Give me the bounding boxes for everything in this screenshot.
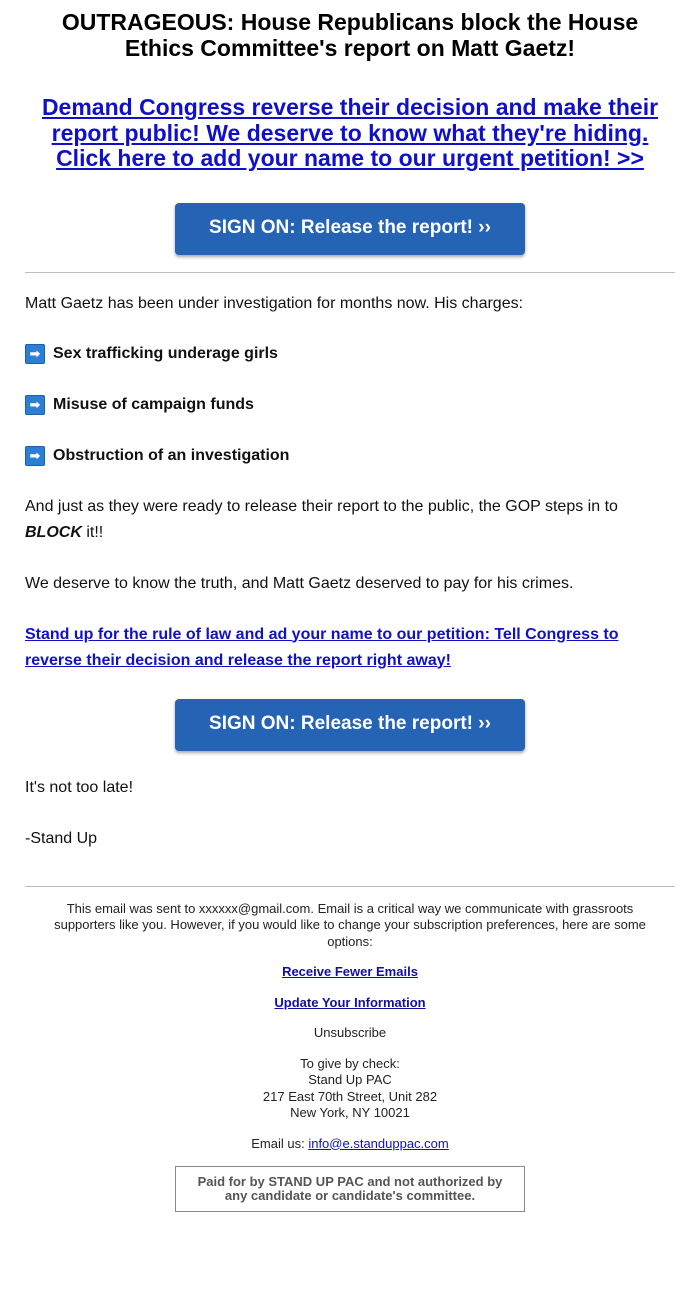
- charge-item: [25, 443, 675, 469]
- charge-label: Obstruction of an investigation: [53, 446, 290, 464]
- charge-item: [25, 341, 675, 367]
- truth-paragraph: We deserve to know the truth, and Matt Gaetz deserved to pay for his crimes.: [25, 574, 574, 592]
- sign-on-button-top[interactable]: SIGN ON: Release the report! ››: [175, 203, 525, 255]
- mailing-address: [25, 1056, 675, 1122]
- charge-item: [25, 392, 675, 418]
- footer: [25, 886, 675, 1213]
- right-arrow-icon: ➡: [25, 395, 45, 415]
- closing-text: It's not too late!: [25, 778, 134, 796]
- footer-notice: This email was sent to xxxxxx@gmail.com. Email is a critical way we communicate with grassroots supporters like you. However, if you would like to change your subscription preferences, here are some options:: [54, 900, 646, 949]
- org-name: Stand Up PAC: [308, 1072, 392, 1087]
- receive-fewer-emails-link[interactable]: Receive Fewer Emails: [282, 964, 418, 979]
- right-arrow-icon: ➡: [25, 446, 45, 466]
- right-arrow-icon: ➡: [25, 344, 45, 364]
- email-body: [0, 9, 700, 852]
- signoff-text: -Stand Up: [25, 829, 98, 847]
- petition-cta-link[interactable]: Stand up for the rule of law and ad your name to our petition: Tell Congress to reverse their decision and release the report right away!: [25, 625, 619, 669]
- headline-prefix: OUTRAGEOUS:: [61, 9, 235, 35]
- city-address: New York, NY 10021: [290, 1105, 410, 1120]
- contact-email-link[interactable]: info@e.standuppac.com: [308, 1135, 449, 1151]
- paid-for-disclaimer: Paid for by STAND UP PAC and not authorized by any candidate or candidate's committee.: [175, 1166, 525, 1212]
- block-paragraph: [25, 494, 675, 546]
- charge-label: Sex trafficking underage girls: [53, 344, 278, 362]
- intro-text: Matt Gaetz has been under investigation for months now. His charges:: [25, 294, 524, 312]
- block-text-before: And just as they were ready to release their report to the public, the GOP steps in to: [25, 497, 618, 515]
- email-us: [25, 1136, 675, 1153]
- message-body: [25, 291, 675, 674]
- divider: [25, 272, 675, 273]
- headline: [25, 9, 675, 61]
- headline-text: House Republicans block the House Ethics Committee's report on Matt Gaetz!: [124, 9, 639, 61]
- sign-on-button-bottom[interactable]: SIGN ON: Release the report! ››: [175, 699, 525, 751]
- street-address: 217 East 70th Street, Unit 282: [262, 1088, 438, 1104]
- petition-hero-link[interactable]: Demand Congress reverse their decision and make their report public! We deserve to know what they're hiding. Click here to add your name to our urgent petition! >>: [41, 94, 659, 171]
- block-emphasis: BLOCK: [25, 523, 82, 541]
- mid-button-wrap: [25, 699, 675, 751]
- block-text-after: it!!: [81, 523, 104, 541]
- top-button-wrap: [25, 203, 675, 255]
- check-label: To give by check:: [300, 1055, 400, 1071]
- closing-block: [25, 775, 675, 852]
- update-information-link[interactable]: Update Your Information: [274, 994, 426, 1010]
- charge-label: Misuse of campaign funds: [53, 395, 254, 413]
- unsubscribe-link[interactable]: Unsubscribe: [313, 1025, 387, 1040]
- email-us-label: Email us:: [251, 1135, 309, 1151]
